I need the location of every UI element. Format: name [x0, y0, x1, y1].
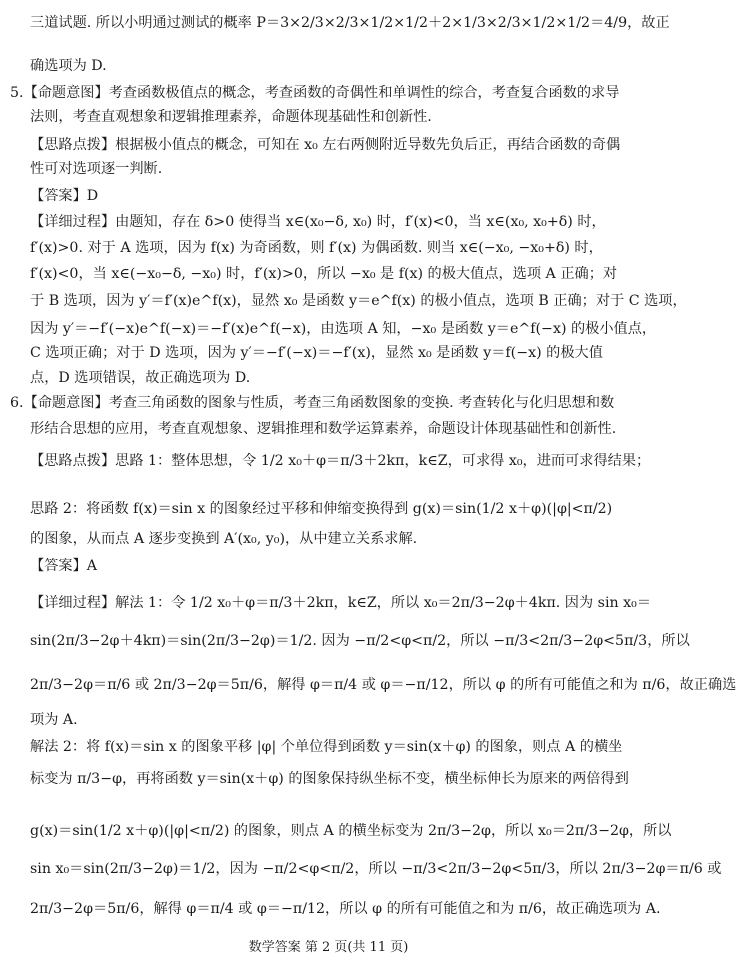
text-line-4: 法则，考查直观想象和逻辑推理素养，命题体现基础性和创新性. [30, 109, 432, 125]
text-line-11: 于 B 选项，因为 y′＝f′(x)e^f(x)，显然 x₀ 是函数 y＝e^f(x) 的极小值点，选项 B 正确；对于 C 选项， [30, 293, 687, 309]
text-line-19: 的图象，从而点 A 逐步变换到 A′(x₀, y₀)，从中建立关系求解. [30, 531, 418, 547]
text-line-28: sin x₀＝sin(2π/3−2φ)＝1/2，因为 −π/2<φ<π/2，所以 −π/3<2π/3−2φ<5π/3，所以 2π/3−2φ＝π/6 或 [30, 861, 722, 877]
text-line-22: sin(2π/3−2φ＋4kπ)＝sin(2π/3−2φ)＝1/2. 因为 −π/2<φ<π/2，所以 −π/3<2π/3−2φ<5π/3，所以 [30, 633, 690, 649]
text-line-1: 三道试题. 所以小明通过测试的概率 P＝3×2/3×2/3×1/2×1/2＋2×1/3×2/3×1/2×1/2＝4/9，故正 [30, 15, 670, 31]
q5-detail: 【详细过程】由题知，存在 δ>0 使得当 x∈(x₀−δ, x₀) 时，f′(x)<0，当 x∈(x₀, x₀+δ) 时， [30, 214, 606, 230]
q6-hint-2: 思路 2：将函数 f(x)＝sin x 的图象经过平移和伸缩变换得到 g(x)＝sin(1/2 x＋φ)(|φ|<π/2) [30, 501, 613, 517]
text-line-29: 2π/3−2φ＝5π/6，解得 φ＝π/4 或 φ＝−π/12，所以 φ 的所有可能值之和为 π/6，故正确选项为 A. [30, 901, 661, 917]
q6-method-1: 【详细过程】解法 1：令 1/2 x₀＋φ＝π/3＋2kπ，k∈Z，所以 x₀＝2π/3−2φ＋4kπ. 因为 sin x₀＝ [30, 595, 652, 611]
text-line-27: g(x)＝sin(1/2 x＋φ)(|φ|<π/2) 的图象，则点 A 的横坐标变为 2π/3−2φ，所以 x₀＝2π/3−2φ，所以 [30, 823, 672, 839]
text-line-13: C 选项正确；对于 D 选项，因为 y′＝−f′(−x)＝−f′(x)，显然 x₀ 是函数 y＝f(−x) 的极大值 [30, 345, 603, 361]
q6-intent: 6.【命题意图】考查三角函数的图象与性质，考查三角函数图象的变换. 考查转化与化归思想和数 [10, 395, 615, 411]
q5-hint: 【思路点拨】根据极小值点的概念，可知在 x₀ 左右两侧附近导数先负后正，再结合函数的奇偶 [30, 137, 621, 153]
text-line-12: 因为 y′＝−f′(−x)e^f(−x)＝−f′(x)e^f(−x)，由选项 A 知，−x₀ 是函数 y＝e^f(−x) 的极小值点， [30, 321, 657, 337]
text-line-24: 项为 A. [30, 712, 78, 728]
text-line-16: 形结合思想的应用，考查直观想象、逻辑推理和数学运算素养，命题设计体现基础性和创新性. [30, 421, 617, 437]
text-line-23: 2π/3−2φ＝π/6 或 2π/3−2φ＝5π/6，解得 φ＝π/4 或 φ＝−π/12，所以 φ 的所有可能值之和为 π/6，故正确选 [30, 677, 736, 693]
q6-hint: 【思路点拨】思路 1：整体思想，令 1/2 x₀＋φ＝π/3＋2kπ，k∈Z，可求得 x₀，进而可求得结果； [30, 453, 651, 469]
text-line-10: f′(x)<0，当 x∈(−x₀−δ, −x₀) 时，f′(x)>0，所以 −x₀ 是 f(x) 的极大值点，选项 A 正确；对 [30, 266, 618, 282]
q5-intent: 5.【命题意图】考查函数极值点的概念，考查函数的奇偶性和单调性的综合，考查复合函数的求导 [10, 85, 620, 101]
text-line-14: 点，D 选项错误，故正确选项为 D. [30, 370, 251, 386]
text-line-2: 确选项为 D. [30, 58, 107, 74]
page-footer: 数学答案 第 2 页(共 11 页) [248, 940, 409, 955]
q6-method-2: 解法 2：将 f(x)＝sin x 的图象平移 |φ| 个单位得到函数 y＝sin(x＋φ) 的图象，则点 A 的横坐 [30, 739, 623, 755]
text-line-6: 性可对选项逐一判断. [30, 161, 163, 177]
q5-answer: 【答案】D [30, 188, 99, 204]
q6-answer: 【答案】A [30, 558, 97, 574]
text-line-26: 标变为 π/3−φ，再将函数 y＝sin(x＋φ) 的图象保持纵坐标不变，横坐标伸长为原来的两倍得到 [30, 771, 629, 787]
text-line-9: f′(x)>0. 对于 A 选项，因为 f(x) 为奇函数，则 f′(x) 为偶函数. 则当 x∈(−x₀, −x₀+δ) 时， [30, 240, 603, 256]
